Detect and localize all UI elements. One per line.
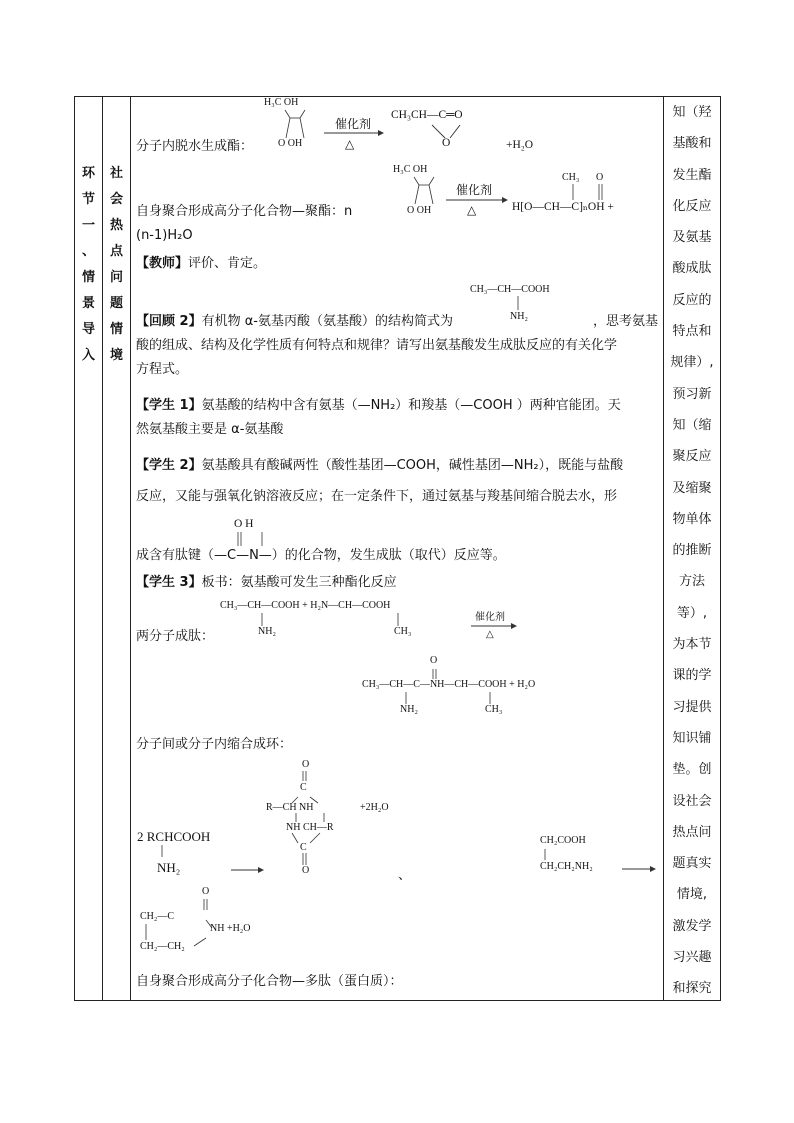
lactic-top-2: H₃C OH — [393, 164, 428, 175]
intent-line: 热点问 — [672, 824, 712, 840]
dipeptide-product: CH₃—CH—C—NH—CH—COOH + H₂O — [362, 679, 536, 690]
heat-symbol: △ — [345, 137, 355, 151]
intent-line: 聚反应 — [672, 449, 712, 465]
student3-label: 【学生 3】 — [136, 575, 202, 590]
stage-char: 节 — [81, 192, 95, 207]
intent-line: 知识铺 — [672, 730, 712, 746]
polyester-o: O — [596, 172, 604, 183]
gaba-bottom: CH₂CH₂NH₂ — [540, 861, 593, 872]
review2-text-b: ，思考氨基 — [593, 314, 659, 329]
intent-line: 等）, — [676, 605, 708, 621]
intent-line: 预习新 — [672, 386, 712, 402]
student2-line-a — [136, 456, 623, 476]
stage-char: 环 — [81, 166, 95, 181]
intent-line: 题真实 — [672, 856, 712, 872]
intent-line: 垫。创 — [672, 762, 712, 778]
student1-line-a — [136, 396, 621, 416]
intent-line: 特点和 — [672, 324, 712, 340]
water-product-1: +H₂O — [506, 139, 534, 151]
context-char: 会 — [109, 192, 123, 207]
lactam-top: CH₂—C — [140, 911, 175, 922]
stage-char: 景 — [81, 296, 95, 311]
context-char: 问 — [109, 270, 123, 285]
lactic-bottom-2: O OH — [407, 205, 432, 216]
intent-line: 和探究 — [672, 981, 712, 997]
dipeptide-product-ch3: CH₃ — [485, 704, 503, 715]
student1-text-b: 然氨基酸主要是 α-氨基酸 — [136, 422, 284, 437]
review2-text-a: 有机物 α-氨基丙酸（氨基酸）的结构简式为 — [201, 314, 453, 329]
catalyst-label-2: 催化剂 — [456, 183, 493, 197]
gaba-top: CH₂COOH — [540, 835, 586, 846]
polyester-water: (n-1)H₂O — [136, 228, 193, 243]
lactam-bottom: CH₂—CH₂ — [140, 941, 185, 952]
intent-line: 酸成肽 — [672, 261, 712, 277]
line-intramolecular-ester: 分子内脱水生成酯： — [136, 139, 254, 154]
student2-label: 【学生 2】 — [136, 458, 202, 473]
intent-line: 习兴趣 — [672, 950, 712, 966]
separator-comma: 、 — [398, 868, 412, 883]
dkp-row-1: R—CH NH — [266, 802, 314, 813]
heat-symbol-2: △ — [467, 203, 477, 217]
dkp-bottom-o: O — [302, 865, 310, 876]
teacher-label: 【教师】 — [136, 256, 189, 271]
intent-line: 反应的 — [672, 292, 712, 308]
dkp-top-c: C — [300, 782, 307, 793]
context-char: 点 — [109, 244, 123, 259]
intent-line: 发生酯 — [672, 167, 712, 183]
dipeptide-ch3: CH₃ — [394, 626, 412, 637]
stage-char: 导 — [81, 322, 95, 337]
context-char: 题 — [109, 296, 123, 311]
ring-label: 分子间或分子内缩合成环： — [136, 737, 293, 752]
alanine-formula: CH₃—CH—COOH — [470, 284, 550, 295]
dkp-row-2: NH CH—R — [286, 822, 334, 833]
polypeptide-label: 自身聚合形成高分子化合物—多肽（蛋白质）： — [136, 974, 403, 989]
polyester-chain: H[O—CH—C]ₙOH + — [512, 201, 614, 213]
alanine-nh2: NH₂ — [510, 311, 528, 322]
review2-label: 【回顾 2】 — [136, 314, 202, 329]
catalyst-label: 催化剂 — [335, 117, 372, 131]
dipeptide-reactants: CH₃—CH—COOH + H₂N—CH—COOH — [220, 600, 391, 611]
heat-symbol-3: △ — [486, 629, 494, 640]
amino-acid-nh2: NH₂ — [157, 860, 181, 875]
student1-text-a: 氨基酸的结构中含有氨基（—NH₂）和羧基（—COOH ）两种官能团。天 — [201, 398, 621, 413]
stage-char: 、 — [81, 244, 95, 259]
intent-line: 方法 — [678, 574, 705, 590]
lactic-bottom: O OH — [278, 138, 303, 149]
context-char: 境 — [109, 348, 123, 363]
intent-line: 习提供 — [672, 699, 712, 715]
intent-line: 的推断 — [672, 543, 712, 559]
intent-line: 化反应 — [672, 198, 712, 214]
student3-line — [136, 573, 397, 593]
lactone-ring-o: O — [442, 137, 451, 149]
intent-line: 及缩聚 — [672, 480, 712, 496]
polyester-ch3: CH₃ — [562, 172, 580, 183]
context-char: 热 — [109, 218, 123, 233]
review2-line-a — [136, 312, 453, 332]
intent-line: 基酸和 — [672, 136, 712, 152]
intent-line: 设社会 — [672, 793, 712, 809]
dkp-water: +2H₂O — [360, 802, 389, 813]
review2-text-d: 方程式。 — [136, 362, 189, 377]
context-char: 社 — [109, 166, 123, 181]
line-polyester: 自身聚合形成高分子化合物—聚酯：n — [136, 204, 353, 219]
lactam-nh: NH +H₂O — [210, 923, 251, 934]
intent-line: 激发学 — [672, 918, 712, 934]
dipeptide-product-o: O — [430, 655, 438, 666]
student2-text-a: 氨基酸具有酸碱两性（酸性基团—COOH，碱性基团—NH₂），既能与盐酸 — [201, 458, 624, 473]
teacher-line — [136, 254, 266, 274]
context-char: 情 — [109, 322, 123, 337]
stage-char: 一 — [81, 218, 95, 233]
student2-text-c: 成含有肽键（—C—N—）的化合物，发生成肽（取代）反应等。 — [136, 548, 506, 563]
intent-line: 物单体 — [672, 511, 712, 527]
intent-line: 知（羟 — [672, 105, 712, 120]
lactic-top: H₃C OH — [264, 97, 299, 108]
intent-line: 规律）, — [670, 355, 714, 371]
intent-line: 课的学 — [672, 668, 712, 684]
dkp-top-o: O — [302, 759, 310, 770]
intent-line: 情境, — [676, 887, 708, 903]
peptide-bond-top: O H — [234, 518, 254, 530]
lactam-o: O — [202, 886, 210, 897]
dkp-bottom-c: C — [300, 842, 307, 853]
catalyst-label-3: 催化剂 — [475, 612, 505, 623]
student1-label: 【学生 1】 — [136, 398, 202, 413]
student3-text: 板书：氨基酸可发生三种酯化反应 — [201, 575, 397, 590]
dipeptide-label: 两分子成肽： — [136, 629, 215, 644]
intent-line: 及氨基 — [672, 230, 712, 246]
intent-line: 为本节 — [672, 637, 712, 653]
review2-text-c: 酸的组成、结构及化学性质有何特点和规律？请写出氨基酸发生成肽反应的有关化学 — [136, 338, 618, 353]
amino-acid-2x: 2 RCHCOOH — [137, 829, 211, 844]
dipeptide-product-nh2: NH₂ — [400, 704, 418, 715]
lactone-formula: CH₃CH—C═O — [391, 109, 463, 121]
stage-char: 入 — [81, 348, 95, 363]
teacher-text: 评价、肯定。 — [188, 256, 267, 271]
intent-line: 知（缩 — [672, 417, 712, 433]
stage-char: 情 — [81, 270, 95, 285]
dipeptide-nh2: NH₂ — [258, 626, 276, 637]
student2-text-b: 反应，又能与强氧化钠溶液反应；在一定条件下，通过氨基与羧基间缩合脱去水，形 — [136, 489, 618, 504]
